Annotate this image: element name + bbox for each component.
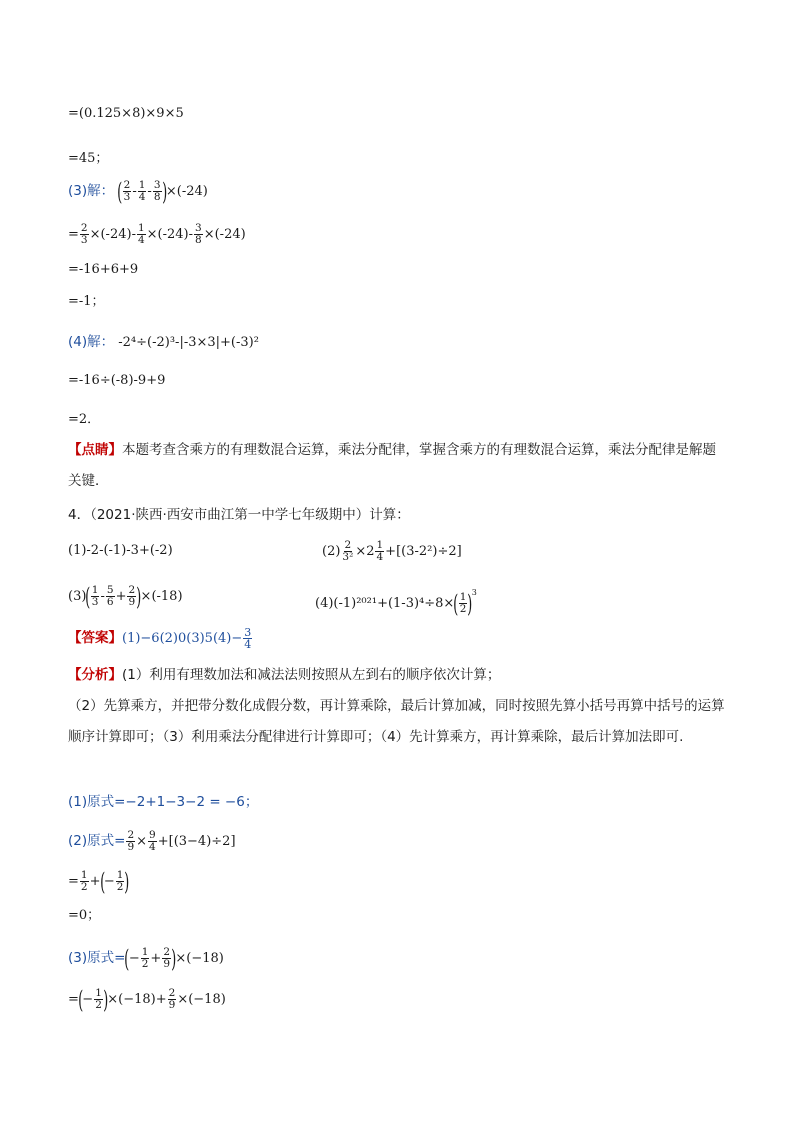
part3-tag: (3)解： xyxy=(68,183,115,199)
dianjing-text: 本题考查含乘方的有理数混合运算，乘法分配律，掌握含乘方的有理数混合运算，乘法分配律是解题关键． xyxy=(68,442,716,489)
sol-2: (2)原式= $\frac{2}{9}$ × $\frac{9}{4}$ +[(3−4)÷2] xyxy=(68,829,236,853)
analysis-block xyxy=(68,660,728,753)
prev-line-2: =45； xyxy=(68,151,109,166)
answer-text: (1)−6(2)0(3)5(4)− xyxy=(122,631,243,646)
prev-part4-line3: =2． xyxy=(68,412,101,427)
q4-sub2-prefix: (2) xyxy=(322,544,341,559)
sol-1-text: (1)原式=−2+1−3−2 = −6； xyxy=(68,794,259,810)
q4-sub3-prefix: (3) xyxy=(68,589,87,604)
part4-expr: -2⁴÷(-2)³-|-3×3|+(-3)² xyxy=(118,335,259,350)
part4-tag: (4)解： xyxy=(68,334,115,350)
prev-part3-expr: (3)解： ( $\frac{2}{3}$ - $\frac{1}{4}$ - $\frac{3}{8}$ )×(-24) xyxy=(68,177,208,206)
sol-3-line2: =(− $\frac{1}{2}$ )×(−18)+ $\frac{2}{9}$ ×(−18) xyxy=(68,985,226,1014)
sol-2-line2: = $\frac{1}{2}$ +(− $\frac{1}{2}$ ) xyxy=(68,867,130,896)
part3-expr-end: ×(-24) xyxy=(165,184,208,199)
prev-part4-line2: =-16÷(-8)-9+9 xyxy=(68,373,166,388)
answer-line: 【答案】(1)−6(2)0(3)5(4)− $\frac{3}{4}$ xyxy=(68,626,252,651)
analysis-text-2: （2）先算乘方，并把带分数化成假分数，再计算乘除，最后计算加减，同时按照先算小括号再算中括号的运算顺序计算即可；（3）利用乘法分配律进行计算即可；（4）先计算乘方，再计算乘除，最后计算加法即可. xyxy=(68,698,725,745)
sol-3: (3)原式=(− $\frac{1}{2}$ + $\frac{2}{9}$ )×(−18) xyxy=(68,944,224,973)
answer-tag: 【答案】 xyxy=(68,630,122,646)
q4-header: 4．（2021·陕西·西安市曲江第一中学七年级期中）计算： xyxy=(68,507,410,523)
sol-2-rest: [(3−4)÷2] xyxy=(168,834,236,849)
analysis-text-1: (1）利用有理数加法和减法法则按照从左到右的顺序依次计算； xyxy=(122,667,501,683)
part3-l2b: ×(-24)- xyxy=(146,227,194,242)
sol-3-end: ×(−18) xyxy=(175,951,224,966)
prev-part3-line3: =-16+6+9 xyxy=(68,262,139,277)
prev-part4-expr xyxy=(68,334,259,351)
q4-sub4-text: (4)(-1)²⁰²¹+(1-3)⁴÷8× xyxy=(315,596,455,611)
q4-sub2: (2) $\frac{2}{\text{3²}}$ ×2 $\frac{1}{4}$ +[(3-2²)÷2] xyxy=(322,539,462,563)
q4-sub3: (3)( $\frac{1}{3}$ - $\frac{5}{6}$ + $\frac{2}{9}$ )×(-18) xyxy=(68,582,183,611)
prev-line-1: =(0.125×8)×9×5 xyxy=(68,106,184,121)
sol-2-tag: (2)原式= xyxy=(68,833,126,849)
dianjing-tag: 【点睛】 xyxy=(68,442,122,458)
part3-l2a: ×(-24)- xyxy=(89,227,136,242)
dianjing-block xyxy=(68,435,728,497)
q4-sub3-end: ×(-18) xyxy=(140,589,183,604)
sol-3-tag: (3)原式= xyxy=(68,950,126,966)
q4-sub4: (4)(-1)²⁰²¹+(1-3)⁴÷8×( $\frac{1}{2}$ )$^3$ xyxy=(315,588,477,618)
part3-l2c: ×(-24) xyxy=(203,227,246,242)
sol-2-line3: =0； xyxy=(68,908,101,923)
sol-1 xyxy=(68,794,258,811)
analysis-tag: 【分析】 xyxy=(68,667,122,683)
prev-part3-line4: =-1； xyxy=(68,294,105,309)
q4-sub2-rest: [(3-2²)÷2] xyxy=(396,544,462,559)
prev-part3-line2: = $\frac{2}{3}$ ×(-24)- $\frac{1}{4}$ ×(-24)- $\frac{3}{8}$ ×(-24) xyxy=(68,222,246,246)
q4-sub1: (1)-2-(-1)-3+(-2) xyxy=(68,543,173,558)
